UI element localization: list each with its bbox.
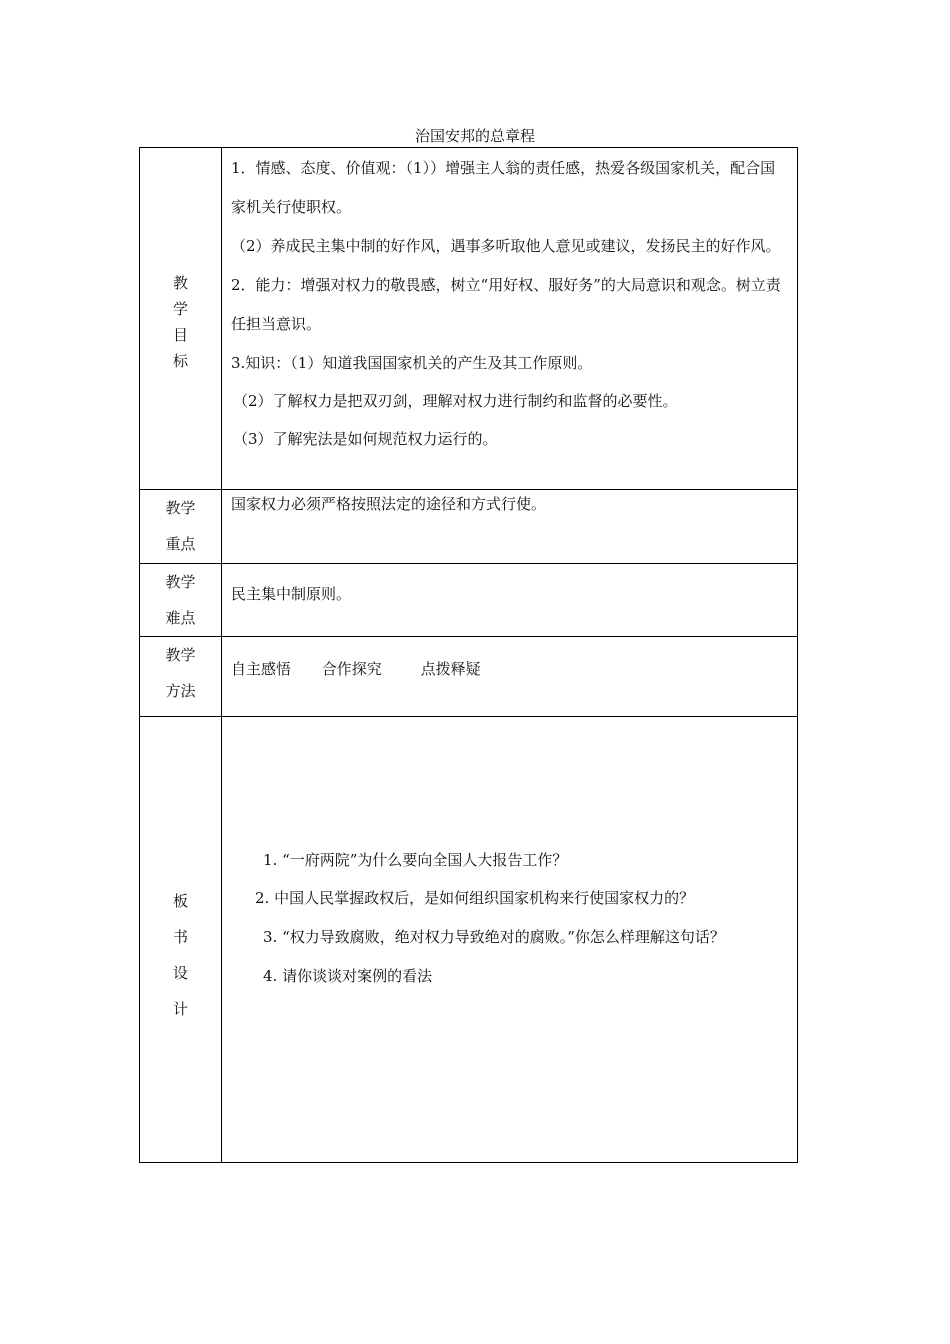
board-label-char: 书 — [172, 928, 188, 946]
board-question: 3. “权力导致腐败，绝对权力导致绝对的腐败。”你怎么样理解这句话？ — [263, 928, 725, 946]
difficulties-label — [140, 564, 222, 637]
difficulties-content — [222, 564, 798, 637]
methods-row — [140, 637, 798, 717]
key-points-label-line: 重点 — [165, 535, 196, 553]
board-question: 4. 请你谈谈对案例的看法 — [263, 967, 433, 985]
objective-paragraph: （3）了解宪法是如何规范权力运行的。 — [233, 430, 498, 448]
objectives-label-char: 目 — [172, 326, 188, 344]
board-design-content — [222, 717, 798, 1163]
objective-paragraph: （2）养成民主集中制的好作风，遇事多听取他人意见或建议，发扬民主的好作风。 — [231, 237, 781, 255]
key-points-row — [140, 490, 798, 564]
objectives-label-char: 学 — [172, 300, 188, 318]
key-points-text: 国家权力必须严格按照法定的途径和方式行使。 — [231, 495, 547, 513]
key-points-label — [140, 490, 222, 564]
objectives-content — [222, 148, 798, 490]
objectives-label-char: 标 — [172, 352, 188, 370]
board-label-char: 设 — [172, 964, 188, 982]
difficulties-row — [140, 564, 798, 637]
board-question: 1. “一府两院”为什么要向全国人大报告工作？ — [263, 851, 568, 869]
objective-paragraph: 1．情感、态度、价值观：（1））增强主人翁的责任感，热爱各级国家机关，配合国家机关行使职权。 — [231, 159, 776, 216]
objectives-label-char: 教 — [172, 274, 188, 292]
lesson-plan-table — [139, 147, 798, 1163]
key-points-label-line: 教学 — [165, 499, 196, 517]
method-item: 自主感悟 — [231, 660, 292, 678]
method-item: 点拨释疑 — [420, 660, 481, 678]
board-label-char: 计 — [172, 1000, 188, 1018]
objective-paragraph: 2．能力：增强对权力的敬畏感，树立“用好权、服好务”的大局意识和观念。树立责任担当意识。 — [231, 276, 781, 333]
methods-label-line: 教学 — [165, 646, 196, 664]
board-design-label — [140, 717, 222, 1163]
objectives-row — [140, 148, 798, 490]
difficulties-label-line: 难点 — [165, 609, 196, 627]
document-title: 治国安邦的总章程 — [414, 127, 535, 145]
methods-content — [222, 637, 798, 717]
board-label-char: 板 — [172, 892, 188, 910]
methods-label — [140, 637, 222, 717]
difficulties-label-line: 教学 — [165, 573, 196, 591]
board-question: 2. 中国人民掌握政权后，是如何组织国家机构来行使国家权力的？ — [255, 889, 695, 907]
objective-paragraph: （2）了解权力是把双刃剑，理解对权力进行制约和监督的必要性。 — [233, 392, 678, 410]
key-points-content — [222, 490, 798, 564]
difficulties-text: 民主集中制原则。 — [231, 585, 352, 603]
objectives-label — [140, 148, 222, 490]
objective-paragraph: 3.知识：（1）知道我国国家机关的产生及其工作原则。 — [231, 354, 593, 372]
board-design-row — [140, 717, 798, 1163]
method-item: 合作探究 — [321, 660, 382, 678]
methods-label-line: 方法 — [165, 682, 196, 700]
